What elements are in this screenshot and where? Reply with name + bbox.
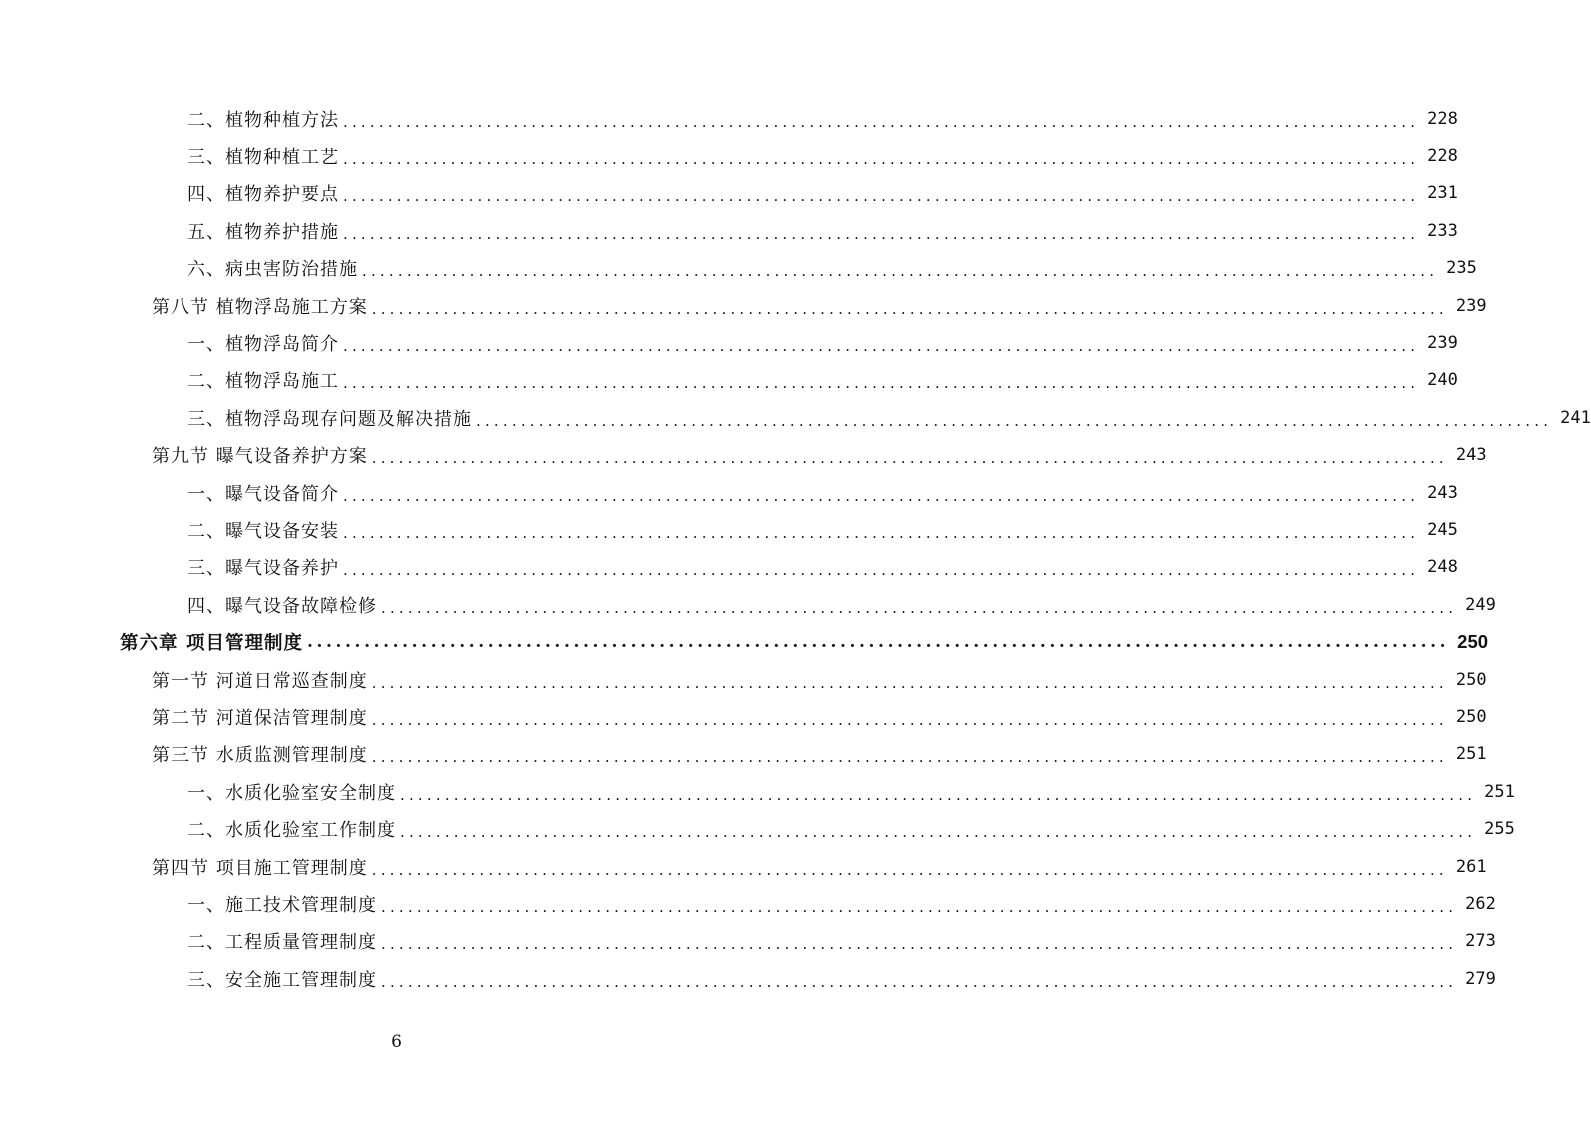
toc-entry[interactable] — [0, 848, 1487, 885]
toc-entry[interactable] — [0, 137, 1458, 174]
toc-entry-title: 第九节 曝气设备养护方案 — [152, 446, 368, 468]
toc-entry-page: 239 — [1455, 295, 1487, 316]
toc-entry-title: 一、曝气设备简介 — [187, 483, 339, 505]
toc-entry-title: 三、曝气设备养护 — [187, 558, 339, 580]
toc-entry-page: 239 — [1427, 333, 1458, 354]
toc-entry-page: 262 — [1465, 893, 1496, 914]
toc-entry-page: 250 — [1457, 631, 1489, 653]
toc-dot-leader: ........................................................................................................................ — [381, 935, 1458, 954]
toc-entry[interactable] — [0, 250, 1477, 287]
toc-entry[interactable] — [0, 100, 1458, 137]
toc-dot-leader: ........................................................................................................................ — [343, 187, 1420, 206]
toc-entry-title: 二、植物种植方法 — [187, 109, 339, 131]
toc-entry-page: 233 — [1427, 220, 1458, 241]
toc-dot-leader: ........................................................................................................................ — [343, 150, 1420, 169]
toc-dot-leader: ........................................................................................................................ — [371, 748, 1448, 767]
toc-dot-leader: ........................................................................................................................ — [343, 486, 1420, 505]
toc-entry-title: 二、植物浮岛施工 — [187, 371, 339, 393]
toc-entry-page: 231 — [1427, 183, 1458, 204]
toc-dot-leader: ........................................................................................................................ — [371, 860, 1448, 879]
toc-dot-leader: ........................................................................................................................ — [371, 710, 1448, 729]
toc-entry[interactable] — [0, 586, 1496, 623]
toc-entry-title: 一、植物浮岛简介 — [187, 334, 339, 356]
toc-dot-leader: ........................................................................................................................ — [381, 972, 1458, 991]
toc-entry-page: 251 — [1484, 781, 1515, 802]
toc-entry[interactable] — [0, 399, 1591, 436]
toc-entry-title: 六、病虫害防治措施 — [187, 259, 358, 281]
toc-entry[interactable] — [0, 960, 1496, 997]
toc-entry-page: 261 — [1455, 856, 1487, 877]
toc-entry[interactable] — [0, 736, 1487, 773]
toc-entry[interactable] — [0, 474, 1458, 511]
toc-entry-page: 243 — [1427, 482, 1458, 503]
toc-entry-title: 第二节 河道保洁管理制度 — [152, 707, 368, 729]
toc-entry-page: 250 — [1455, 706, 1487, 727]
toc-entry-page: 279 — [1465, 968, 1496, 989]
toc-entry[interactable] — [0, 175, 1458, 212]
toc-dot-leader: ........................................................................................................................ — [381, 897, 1458, 916]
toc-dot-leader: ........................................................................................................................ — [400, 785, 1477, 804]
toc-dot-leader: ........................................................................................................................ — [343, 112, 1420, 131]
toc-dot-leader: ........................................................................................................................ — [362, 262, 1439, 281]
toc-dot-leader: ........................................................................................................................ — [371, 299, 1448, 318]
toc-entry-page: 249 — [1465, 594, 1496, 615]
toc-entry-title: 三、植物种植工艺 — [187, 147, 339, 169]
toc-entry-title: 四、植物养护要点 — [187, 184, 339, 206]
toc-entry-title: 三、植物浮岛现存问题及解决措施 — [187, 408, 472, 430]
toc-entry[interactable] — [0, 698, 1487, 735]
toc-entry-page: 228 — [1427, 108, 1458, 129]
toc-dot-leader: ........................................................................................................................ — [476, 411, 1553, 430]
toc-entry[interactable] — [0, 773, 1515, 810]
toc-dot-leader: ........................................................................................................................ — [371, 673, 1448, 692]
toc-dot-leader: ........................................................................................................................ — [306, 632, 1450, 653]
toc-dot-leader: ........................................................................................................................ — [343, 561, 1420, 580]
toc-entry-page: 273 — [1465, 931, 1496, 952]
toc-entry-title: 第八节 植物浮岛施工方案 — [152, 296, 368, 318]
toc-dot-leader: ........................................................................................................................ — [371, 449, 1448, 468]
toc-entry-title: 一、施工技术管理制度 — [187, 894, 377, 916]
toc-entry[interactable] — [0, 810, 1515, 847]
toc-dot-leader: ........................................................................................................................ — [400, 823, 1477, 842]
toc-entry-title: 二、水质化验室工作制度 — [187, 820, 396, 842]
toc-dot-leader: ........................................................................................................................ — [381, 598, 1458, 617]
toc-entry-page: 245 — [1427, 519, 1458, 540]
toc-entry-page: 255 — [1484, 819, 1515, 840]
toc-entry-page: 251 — [1455, 744, 1487, 765]
toc-dot-leader: ........................................................................................................................ — [343, 523, 1420, 542]
toc-entry[interactable] — [0, 923, 1496, 960]
toc-entry[interactable] — [0, 661, 1487, 698]
toc-dot-leader: ........................................................................................................................ — [343, 374, 1420, 393]
toc-entry-title: 第六章 项目管理制度 — [120, 633, 303, 655]
toc-entry[interactable] — [0, 549, 1458, 586]
toc-entry-page: 240 — [1427, 370, 1458, 391]
page-number: 6 — [391, 1032, 402, 1052]
toc-entry-title: 第三节 水质监测管理制度 — [152, 745, 368, 767]
toc-entry-title: 二、工程质量管理制度 — [187, 932, 377, 954]
toc-entry-title: 第四节 项目施工管理制度 — [152, 857, 368, 879]
toc-entry[interactable] — [0, 511, 1458, 548]
toc-entry-title: 一、水质化验室安全制度 — [187, 782, 396, 804]
toc-dot-leader: ........................................................................................................................ — [343, 337, 1420, 356]
toc-entry-title: 二、曝气设备安装 — [187, 520, 339, 542]
toc-entry-title: 五、植物养护措施 — [187, 221, 339, 243]
toc-entry-title: 三、安全施工管理制度 — [187, 969, 377, 991]
toc-entry[interactable] — [0, 362, 1458, 399]
toc-entry[interactable] — [0, 885, 1496, 922]
toc-entry-page: 241 — [1560, 407, 1591, 428]
toc-entry[interactable] — [0, 437, 1487, 474]
toc-entry[interactable] — [0, 287, 1487, 324]
toc-entry-title: 四、曝气设备故障检修 — [187, 595, 377, 617]
toc-entry-page: 228 — [1427, 146, 1458, 167]
toc-entry[interactable] — [0, 324, 1458, 361]
toc-entry-page: 248 — [1427, 557, 1458, 578]
toc-entry-page: 243 — [1455, 445, 1487, 466]
toc-dot-leader: ........................................................................................................................ — [343, 224, 1420, 243]
toc-entry-page: 235 — [1446, 258, 1477, 279]
toc-entry[interactable] — [0, 212, 1458, 249]
table-of-contents — [0, 100, 1591, 997]
toc-chapter-entry[interactable] — [0, 623, 1489, 660]
toc-entry-page: 250 — [1455, 669, 1487, 690]
toc-entry-title: 第一节 河道日常巡查制度 — [152, 670, 368, 692]
